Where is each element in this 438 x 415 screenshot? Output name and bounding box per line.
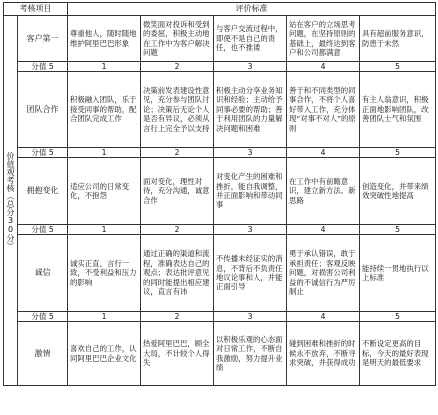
score-cell: 4 <box>287 62 360 72</box>
score-cell: 5 <box>360 225 436 235</box>
criteria-cell: 在工作中有前瞻意识，建立新方法、新思路 <box>287 158 360 225</box>
score-label: 分值 5 <box>18 62 68 72</box>
criteria-cell: 与客户交流过程中，即使不是自己的责任，也不推诿 <box>214 16 287 62</box>
criteria-cell: 碰到困难和挫折的时候永不放弃，不断寻求突破，并获得成功 <box>287 322 360 386</box>
score-cell: 1 <box>68 312 141 322</box>
score-row <box>4 225 436 235</box>
header-item: 考核项目 <box>4 3 68 16</box>
criteria-cell: 具有超前服务意识，防患于未然 <box>360 16 436 62</box>
criteria-cell: 以积极乐观的心态面对日常工作，不断自我激励，努力提升业绩 <box>214 322 287 386</box>
score-cell: 3 <box>214 312 287 322</box>
values-assessment-table <box>3 2 436 386</box>
score-cell: 1 <box>68 148 141 158</box>
score-label: 分值 5 <box>18 148 68 158</box>
criteria-cell: 能持续一贯地执行以上标准 <box>360 235 436 312</box>
item-desc-row <box>4 235 436 312</box>
score-cell: 4 <box>287 148 360 158</box>
item-name: 激情 <box>18 322 68 386</box>
criteria-cell: 不断设定更高的目标，今天的最好表现是明天的最低要求 <box>360 322 436 386</box>
criteria-cell: 积极融入团队，乐于接受同事的帮助，配合团队完成工作 <box>68 72 141 148</box>
item-desc-row <box>4 322 436 386</box>
criteria-cell: 有主人翁意识，积极正面地影响团队，改善团队士气和氛围 <box>360 72 436 148</box>
criteria-cell: 面对变化，理性对待，充分沟通，诚意合作 <box>141 158 214 225</box>
score-cell: 3 <box>214 62 287 72</box>
criteria-cell: 创造变化，并带来绩效突破性地提高 <box>360 158 436 225</box>
criteria-cell: 诚实正直，言行一致，不受利益和压力的影响 <box>68 235 141 312</box>
score-label: 分值 5 <box>18 312 68 322</box>
criteria-cell: 勇于承认错误，敢于承担责任；客观反映问题，对损害公司利益的不诚信行为严厉制止 <box>287 235 360 312</box>
score-cell: 3 <box>214 148 287 158</box>
score-cell: 3 <box>214 225 287 235</box>
score-cell: 5 <box>360 62 436 72</box>
item-desc-row <box>4 72 436 148</box>
score-cell: 2 <box>141 312 214 322</box>
criteria-cell: 对变化产生的困难和挫折，能自我调整，并正面影响和带动同事 <box>214 158 287 225</box>
score-cell: 2 <box>141 62 214 72</box>
score-cell: 4 <box>287 312 360 322</box>
item-desc-row <box>4 16 436 62</box>
criteria-cell: 站在客户的立场思考问题，在坚持原则的基础上，最终达到客户和公司都满意 <box>287 16 360 62</box>
criteria-cell: 微笑面对投诉和受到的委屈，积极主动地在工作中为客户解决问题 <box>141 16 214 62</box>
criteria-cell: 善于和不同类型的同事合作，不将个人喜好带入工作，充分体现“对事不对人”的原则 <box>287 72 360 148</box>
criteria-cell: 积极主动分享业务知识和经验；主动给予同事必要的帮助；善于利用团队的力量解决问题和困难 <box>214 72 287 148</box>
evaluation-sheet <box>0 2 438 415</box>
criteria-cell: 通过正确的渠道和流程，准确表达自己的观点；表达批评意见的同时能提出相应建议，直言有讳 <box>141 235 214 312</box>
item-name: 诚信 <box>18 235 68 312</box>
score-row <box>4 148 436 158</box>
item-name: 团队合作 <box>18 72 68 148</box>
criteria-cell: 热爱阿里巴巴，顾全大局，不计较个人得失 <box>141 322 214 386</box>
criteria-cell: 尊重他人，随时随地维护阿里巴巴形象 <box>68 16 141 62</box>
score-cell: 2 <box>141 225 214 235</box>
score-cell: 1 <box>68 62 141 72</box>
score-cell: 5 <box>360 312 436 322</box>
score-row <box>4 62 436 72</box>
score-cell: 2 <box>141 148 214 158</box>
item-name: 客户第一 <box>18 16 68 62</box>
criteria-cell: 决策前发表建设性意见，充分参与团队讨论；决策后无论个人是否有异议，必须从言行上完全予以支持 <box>141 72 214 148</box>
score-cell: 1 <box>68 225 141 235</box>
header-row <box>4 3 436 16</box>
criteria-cell: 适应公司的日常变化，不抱怨 <box>68 158 141 225</box>
criteria-cell: 喜欢自己的工作，认同阿里巴巴企业文化 <box>68 322 141 386</box>
score-row <box>4 312 436 322</box>
item-desc-row <box>4 158 436 225</box>
header-criteria: 评价标准 <box>68 3 436 16</box>
item-name: 拥抱变化 <box>18 158 68 225</box>
side-label-cell <box>4 16 18 386</box>
criteria-cell: 不传播未经证实的消息，不背后不负责任地议论事和人，并能正面引导 <box>214 235 287 312</box>
score-cell: 4 <box>287 225 360 235</box>
side-label: 价值观考核（总分30分） <box>6 151 15 250</box>
score-label: 分值 5 <box>18 225 68 235</box>
score-cell: 5 <box>360 148 436 158</box>
